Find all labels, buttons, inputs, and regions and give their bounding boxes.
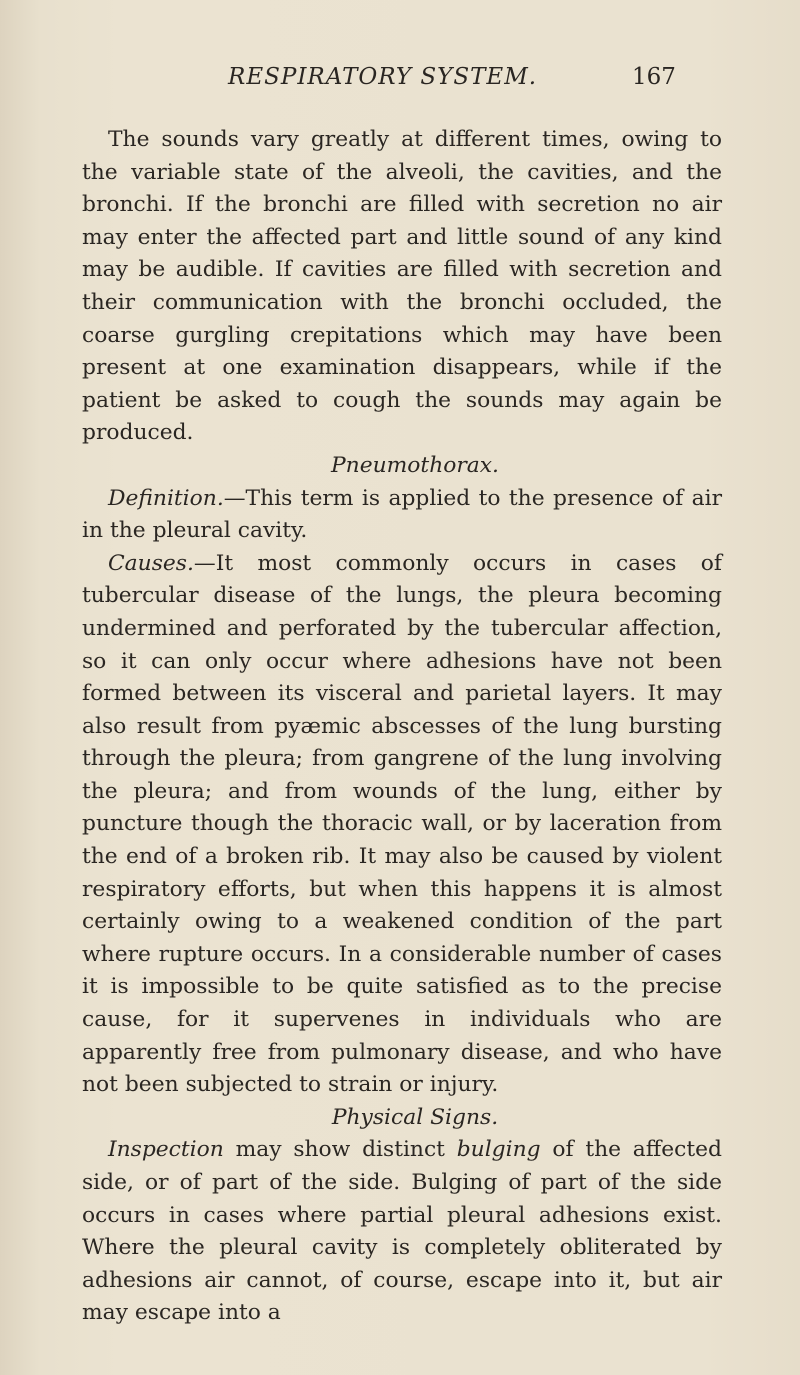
- inspection-text-2: of the affected side, or of part of the side. Bulging of part of the side occurs in cases where partial pleural adhesions exist. Where the pleural cavity is completely obliterated by adhesions air cannot, of course, escape into it, but air may escape into a: [82, 1137, 723, 1326]
- inspection-text-1: may show distinct: [223, 1137, 457, 1163]
- paragraph-causes: [82, 548, 722, 1102]
- body-text: [82, 124, 722, 1330]
- page-number: 167: [632, 64, 676, 90]
- section-heading-physical-signs: Physical Signs.: [331, 1104, 499, 1130]
- running-head: [0, 64, 800, 104]
- definition-text: —This term is applied to the presence of air in the pleural cavity.: [82, 485, 722, 544]
- running-title: RESPIRATORY SYSTEM.: [228, 64, 538, 90]
- bulging-label: bulging: [456, 1137, 541, 1163]
- inspection-label: Inspection: [108, 1137, 224, 1163]
- paragraph-inspection: [82, 1134, 722, 1330]
- paragraph-sounds: The sounds vary greatly at different times, owing to the variable state of the alveoli, the cavities, and the bronchi. If the bronchi are filled with secretion no air may enter the affected part and little sound of any kind may be audible. If cavities are filled with secretion and their communication with the bronchi occluded, the coarse gurgling crepitations which may have been present at one examination disappears, while if the patient be asked to cough the sounds may again be produced.: [82, 127, 722, 446]
- causes-label: Causes.: [108, 550, 194, 576]
- section-heading-pneumothorax: Pneumothorax.: [331, 452, 499, 478]
- paragraph-definition: [82, 483, 722, 548]
- causes-text: —It most commonly occurs in cases of tubercular disease of the lungs, the pleura becoming undermined and perforated by the tubercular affection, so it can only occur where adhesions have not been formed between its visceral and parietal layers. It may also result from pyæmic abscesses of the lung bursting through the pleura; from gangrene of the lung involving the pleura; and from wounds of the lung, either by puncture though the thoracic wall, or by laceration from the end of a broken rib. It may also be caused by violent respiratory efforts, but when this happens it is almost certainly owing to a weakened condition of the part where rupture occurs. In a considerable number of cases it is impossible to be quite satisfied as to the precise cause, for it supervenes in individuals who are apparently free from pulmonary disease, and who have not been subjected to strain or injury.: [82, 550, 722, 1098]
- definition-label: Definition.: [108, 485, 224, 511]
